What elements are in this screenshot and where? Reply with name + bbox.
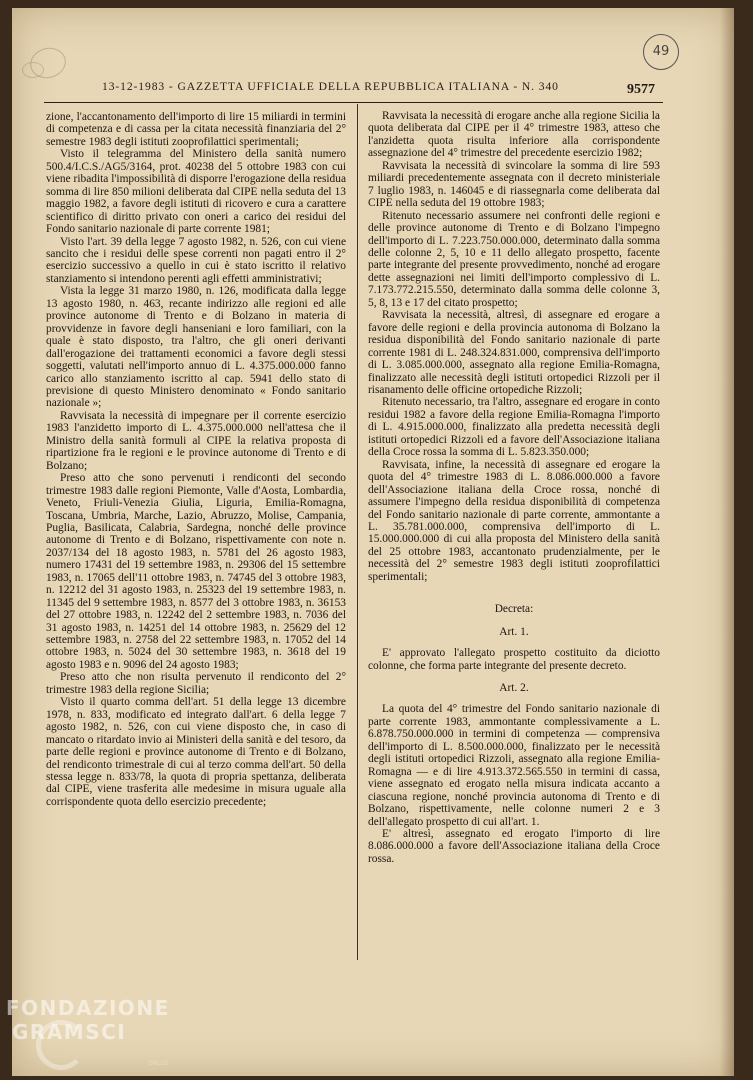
watermark-line-2: GRAMSCI	[12, 1020, 127, 1044]
paragraph: Visto il quarto comma dell'art. 51 della legge 13 dicembre 1978, n. 833, modificato ed integrato dall'art. 6 della legge 7 agosto 1982, n. 526, con cui viene disposto che, in caso di mancato o ritardato invio ai Ministeri della sanità e del tesoro, da parte delle regioni e province autonome di Trento e di Bolzano, del rendiconto trimestrale di cui al terzo comma dell'art. 50 della stessa legge n. 833/78, la quota di propria spettanza, deliberata dal CIPE, viene trasferita alle medesime in misura uguale alla corrispondente quota dello esercizio precedente;	[46, 696, 346, 808]
paragraph: Ravvisata la necessità di svincolare la somma di lire 593 miliardi precedentemente assegnata con il decreto ministeriale 7 luglio 1983, n. 146045 e di riassegnarla come deliberata dal CIPE nella seduta del 19 ottobre 1983;	[368, 159, 660, 210]
gazette-header: 13-12-1983 - GAZZETTA UFFICIALE DELLA REPUBBLICA ITALIANA - N. 340	[102, 80, 559, 93]
column-divider	[357, 104, 358, 960]
header-rule	[44, 102, 663, 103]
watermark-small-text: ONLUS	[148, 1060, 169, 1067]
paragraph: Ritenuto necessario, tra l'altro, assegnare ed erogare in conto residui 1982 a favore della regione Emilia-Romagna l'importo di L. 4.915.000.000, finalizzato alla predetta necessità degli istituti ortopedici Rizzoli ed a favore dell'Associazione italiana della Croce rossa la somma di L. 5.823.350.000;	[368, 396, 660, 459]
paragraph: Ravvisata la necessità di impegnare per il corrente esercizio 1983 l'anzidetto importo di L. 4.375.000.000 nell'attesa che il Ministro della sanità formuli al CIPE la relativa proposta di ripartizione fra le regioni e le province autonome di Trento e di Bolzano;	[46, 409, 346, 472]
watermark-line-1: FONDAZIONE	[6, 996, 170, 1020]
paragraph: Ravvisata la necessità di erogare anche alla regione Sicilia la quota deliberata dal CIPE per il 4° trimestre 1983, atteso che l'anzidetta quota risulta inferiore alla corrispondente assegnazione del 4° trimestre del precedente esercizio 1982;	[368, 110, 660, 160]
left-column	[46, 111, 346, 808]
watermark-logo-icon	[36, 1020, 86, 1070]
right-column	[368, 110, 660, 865]
paragraph: Preso atto che non risulta pervenuto il rendiconto del 2° trimestre 1983 della regione Sicilia;	[46, 671, 346, 696]
article-1-text: E' approvato l'allegato prospetto costituito da diciotto colonne, che forma parte integrante del presente decreto.	[368, 647, 660, 672]
archive-number-circle: 49	[643, 34, 679, 70]
article-2-title: Art. 2.	[499, 682, 529, 695]
paragraph: Preso atto che sono pervenuti i rendiconti del secondo trimestre 1983 dalle regioni Piemonte, Valle d'Aosta, Lombardia, Veneto, Friuli-Venezia Giulia, Liguria, Emilia-Romagna, Toscana, Umbria, Marche, Lazio, Abruzzo, Molise, Campania, Puglia, Basilicata, Calabria, Sardegna, nonché delle province autonome di Trento e di Bolzano, rispettivamente con note n. 2037/134 del 18 agosto 1983, n. 5781 del 26 agosto 1983, numero 17431 del 19 settembre 1983, n. 29306 del 15 settembre 1983, n. 17065 dell'11 ottobre 1983, n. 74745 del 3 ottobre 1983, n. 12212 del 31 agosto 1983, n. 25323 del 19 settembre 1983, n. 11345 del 9 settembre 1983, n. 8577 del 3 ottobre 1983, n. 36153 del 27 ottobre 1983, n. 12242 del 2 settembre 1983, n. 7036 del 31 agosto 1983, n. 14251 del 14 ottobre 1983, n. 25629 del 12 settembre 1983, n. 2758 del 22 settembre 1983, n. 17052 del 14 ottobre 1983, n. 5024 del 30 settembre 1983, n. 3618 del 19 agosto 1983 e n. 9096 del 24 agosto 1983;	[46, 472, 346, 671]
paragraph: Ritenuto necessario assumere nei confronti delle regioni e delle province autonome di Trento e di Bolzano l'impegno dell'importo di L. 7.223.750.000.000, determinato dalla somma delle colonne 2, 5, 10 e 11 dello allegato prospetto, facente parte integrante del presente provvedimento, nonché ad erogare dette assegnazioni nei limiti dell'importo complessivo di L. 7.173.772.215.550, determinato dalla somma delle colonne 3, 5, 8, 13 e 17 del citato prospetto;	[368, 209, 660, 309]
paragraph: Visto l'art. 39 della legge 7 agosto 1982, n. 526, con cui viene sancito che i residui delle spese correnti non pagati entro il 2° esercizio successivo a quello in cui è stato iscritto il relativo stanziamento si intendono perenti agli effetti amministrativi;	[46, 235, 346, 285]
paragraph: Ravvisata, infine, la necessità di assegnare ed erogare la quota del 4° trimestre 1983 di L. 8.086.000.000 a favore dell'Associazione italiana della Croce rossa, nonché di assumere l'impegno della residua disponibilità di competenza del Fondo sanitario nazionale di parte corrente, ammontante a L. 35.781.000.000, comprensiva dell'importo di L. 15.000.000.000 di cui alla proposta del Ministero della sanità del 25 ottobre 1983, accantonato prudenzialmente, per le necessità del 2° semestre 1983 degli istituti zooprofilattici sperimentali;	[368, 458, 660, 583]
paragraph: Vista la legge 31 marzo 1980, n. 126, modificata dalla legge 13 agosto 1980, n. 463, recante indirizzo alle regioni ed alle province autonome di Trento e di Bolzano in materia di provvidenze in favore degli hanseniani e loro familiari, con la quale è stato disposto, tra l'altro, che gli oneri derivanti dall'erogazione dei trattamenti economici a favore degli stessi soggetti, valutati nell'importo annuo di L. 4.375.000.000 fanno carico allo stanziamento iscritto al cap. 5941 dello stato di previsione di questo Ministero denominato « Fondo sanitario nazionale »;	[46, 285, 346, 410]
page-number: 9577	[627, 82, 655, 97]
paragraph: Visto il telegramma del Ministero della sanità numero 500.4/I.C.S./AG5/3164, prot. 40238 del 5 ottobre 1983 con cui viene ribadita l'impossibilità di disporre l'erogazione della residua somma di lire 850 milioni deliberata dal CIPE nella seduta del 13 maggio 1982, a favore degli istituti di ricovero e cura a carattere scientifico di diritto privato con oneri a carico dei residui del Fondo sanitario nazionale di parte corrente 1981;	[46, 148, 346, 236]
stamp-mark-small	[22, 62, 44, 78]
article-1-title: Art. 1.	[499, 625, 529, 638]
paragraph: zione, l'accantonamento dell'importo di lire 15 miliardi in termini di competenza e di cassa per la citata necessità finanziaria del 2° semestre 1983 degli istituti zooprofilattici sperimentali;	[46, 111, 346, 148]
article-2-text: La quota del 4° trimestre del Fondo sanitario nazionale di parte corrente 1983, ammontante complessivamente a L. 6.878.750.000.000 in termini di competenza — comprensiva dell'importo di L. 8.500.000.000, finalizzato per le necessità degli istituti ortopedici Rizzoli, assegnato alla regione Emilia-Romagna — e di lire 4.913.372.565.550 in termini di cassa, viene assegnato ed erogato nella misura indicata accanto a ciascuna regione, nonché provincia autonoma di Trento e di Bolzano, rispettivamente, nelle colonne numeri 2 e 3 dell'allegato prospetto di cui all'art. 1.	[368, 703, 660, 828]
fondazione-gramsci-watermark	[6, 996, 170, 1044]
article-2-text-continued: E' altresì, assegnato ed erogato l'importo di lire 8.086.000.000 a favore dell'Associazione italiana della Croce rossa.	[368, 828, 660, 865]
decreta-heading: Decreta:	[494, 603, 534, 616]
paragraph: Ravvisata la necessità, altresì, di assegnare ed erogare a favore delle regioni e della provincia autonoma di Bolzano la residua disponibilità del Fondo sanitario nazionale di parte corrente 1981 di L. 248.324.831.000, comprensiva dell'importo di L. 3.085.000.000, assegnato alla regione Emilia-Romagna, finalizzato alle necessità degli istituti ortopedici Rizzoli per il risanamento delle officine ortopediche Rizzoli;	[368, 309, 660, 396]
